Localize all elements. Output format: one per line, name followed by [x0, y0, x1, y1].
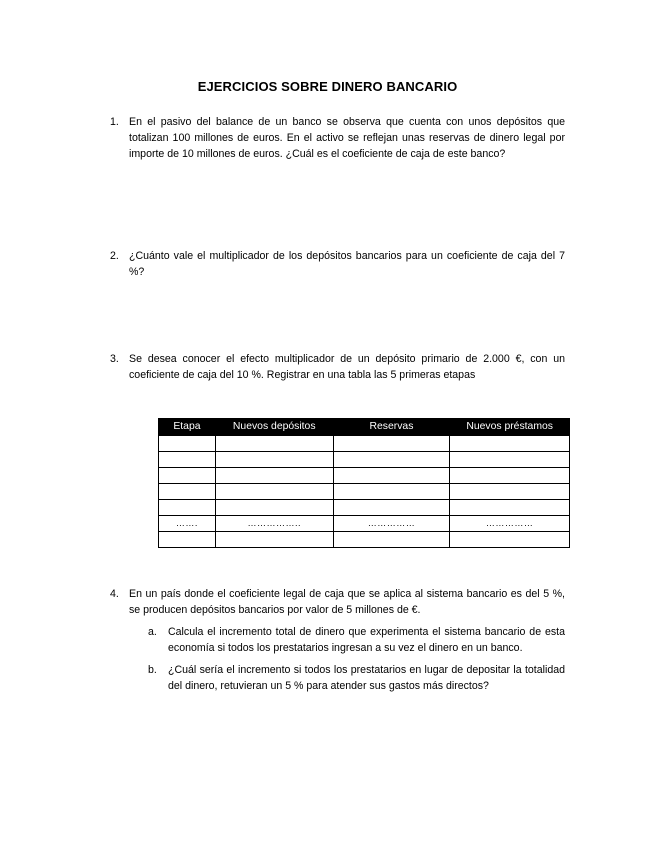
question-2: [110, 248, 565, 280]
table-cell: [215, 484, 333, 500]
question-text: En un país donde el coeficiente legal de caja que se aplica al sistema bancario es del 5 %, se producen depósitos bancarios por valor de 5 millones de €.: [129, 588, 565, 616]
table-cell: …….: [159, 516, 216, 532]
table-row: [159, 468, 570, 484]
table-cell: [333, 436, 450, 452]
table-cell: [333, 484, 450, 500]
table-cell: [215, 500, 333, 516]
table-cell: [159, 452, 216, 468]
question-text: En el pasivo del balance de un banco se observa que cuenta con unos depósitos que totalizan 100 millones de euros. En el activo se reflejan unas reservas de dinero legal por importe de 10 millones de euros. ¿Cuál es el coeficiente de caja de este banco?: [129, 116, 565, 160]
table-cell: [333, 500, 450, 516]
header-nuevos-depositos: Nuevos depósitos: [215, 419, 333, 436]
header-nuevos-prestamos: Nuevos préstamos: [450, 419, 570, 436]
table-cell: [450, 500, 570, 516]
question-1: [110, 114, 565, 162]
table-cell: [159, 468, 216, 484]
table-row-ellipsis: [159, 516, 570, 532]
subitem-b: [148, 662, 565, 694]
subitem-letter: b.: [148, 664, 157, 676]
table-cell: [450, 532, 570, 548]
table-cell: [450, 436, 570, 452]
table-cell: [333, 452, 450, 468]
stages-table: [158, 418, 570, 548]
table-row: [159, 484, 570, 500]
subitem-a: [148, 624, 565, 656]
table-cell: ……………..: [215, 516, 333, 532]
question-number: 4.: [110, 588, 119, 600]
header-reservas: Reservas: [333, 419, 450, 436]
table-cell: [159, 484, 216, 500]
table-cell: ……………: [333, 516, 450, 532]
table-row: [159, 452, 570, 468]
table-cell: [215, 436, 333, 452]
table-cell: [215, 452, 333, 468]
table-header-row: [159, 419, 570, 436]
table-cell: [333, 468, 450, 484]
question-text: Se desea conocer el efecto multiplicador de un depósito primario de 2.000 €, con un coeficiente de caja del 10 %. Registrar en una tabla las 5 primeras etapas: [129, 353, 565, 381]
page-title: EJERCICIOS SOBRE DINERO BANCARIO: [197, 79, 458, 94]
question-4: [110, 586, 565, 618]
question-number: 3.: [110, 353, 119, 365]
subitem-text: Calcula el incremento total de dinero que experimenta el sistema bancario de esta economía si todos los prestatarios ingresan a su vez el dinero en un banco.: [168, 626, 565, 654]
table-cell: ……………: [450, 516, 570, 532]
table-cell: [159, 436, 216, 452]
table-row: [159, 500, 570, 516]
subitem-letter: a.: [148, 626, 157, 638]
table-row: [159, 436, 570, 452]
table-cell: [450, 484, 570, 500]
question-number: 1.: [110, 116, 119, 128]
table-cell: [450, 468, 570, 484]
table-row: [159, 532, 570, 548]
question-text: ¿Cuánto vale el multiplicador de los depósitos bancarios para un coeficiente de caja del 7 %?: [129, 250, 565, 278]
table-cell: [215, 468, 333, 484]
question-4-subitems: [148, 624, 565, 700]
table-cell: [450, 452, 570, 468]
table-cell: [333, 532, 450, 548]
header-etapa: Etapa: [159, 419, 216, 436]
question-3: [110, 351, 565, 383]
question-number: 2.: [110, 250, 119, 262]
subitem-text: ¿Cuál sería el incremento si todos los prestatarios en lugar de depositar la totalidad del dinero, retuvieran un 5 % para atender sus gastos más directos?: [168, 664, 565, 692]
table-cell: [159, 500, 216, 516]
table-cell: [215, 532, 333, 548]
table-cell: [159, 532, 216, 548]
